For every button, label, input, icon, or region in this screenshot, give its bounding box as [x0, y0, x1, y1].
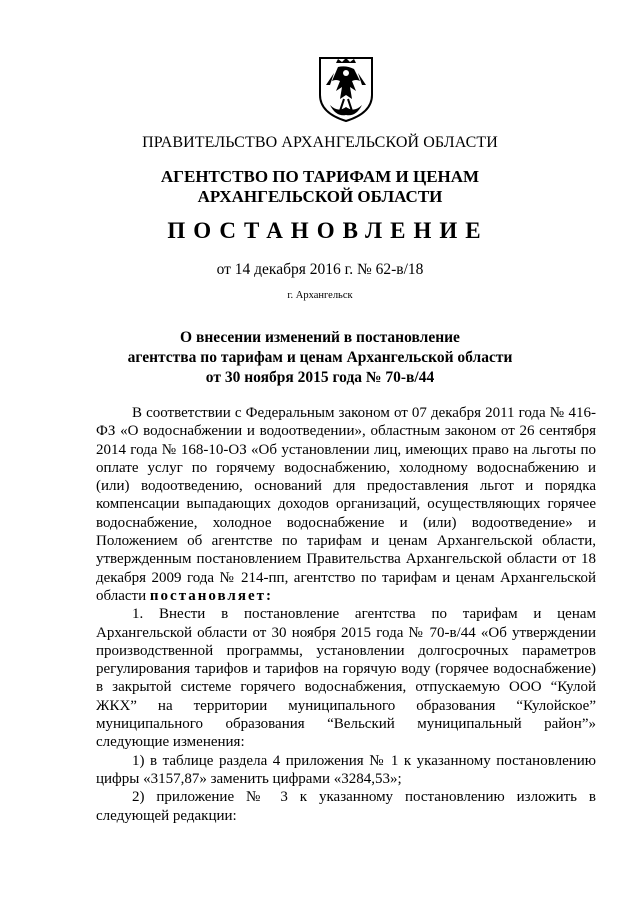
agency-name: [0, 167, 640, 207]
item-1-subitem-1: 1) в таблице раздела 4 приложения № 1 к указанному постановлению цифры «3157,87» заменить цифрами «3284,53»;: [96, 752, 596, 787]
document-title: [0, 328, 640, 388]
agency-name-line-1: АГЕНТСТВО ПО ТАРИФАМ И ЦЕНАМ: [160, 167, 480, 186]
document-date-number: от 14 декабря 2016 г. № 62-в/18: [216, 261, 424, 278]
preamble-paragraph: [96, 404, 596, 605]
title-line-1: О внесении изменений в постановление: [180, 329, 460, 346]
government-name: ПРАВИТЕЛЬСТВО АРХАНГЕЛЬСКОЙ ОБЛАСТИ: [142, 134, 498, 151]
agency-name-line-2: АРХАНГЕЛЬСКОЙ ОБЛАСТИ: [197, 187, 443, 206]
document-body: [96, 404, 596, 825]
title-line-2: агентства по тарифам и ценам Архангельской области: [127, 349, 513, 366]
decree-word: постановляет:: [149, 587, 273, 604]
item-1: 1. Внести в постановление агентства по тарифам и ценам Архангельской области от 30 ноября 2015 года № 70-в/44 «Об утверждении производственной программы, установлении долгосрочных параметров регулирования тарифов и тарифов на горячую воду (горячее водоснабжение) в закрытой системе горячего водоснабжения, отпускаемую ООО “Кулой ЖКХ” на территории муниципального образования “Кулойское” муниципального образования “Вельский муниципальный район”» следующие изменения:: [96, 606, 596, 751]
document-city: г. Архангельск: [287, 290, 353, 301]
coat-of-arms-icon: [316, 55, 376, 123]
document-type: ПОСТАНОВЛЕНИЕ: [167, 218, 489, 243]
item-1-subitem-2: 2) приложение № 3 к указанному постановлению изложить в следующей редакции:: [96, 789, 596, 824]
preamble-text: В соответствии с Федеральным законом от 07 декабря 2011 года № 416-ФЗ «О водоснабжении и водоотведении», областным законом от 26 сентября 2014 года № 168-10-ОЗ «Об установлении лиц, имеющих право на льготы по оплате услуг по горячему водоснабжению, холодному водоснабжению и (или) водоотведению, оснований для предоставления льгот и порядка компенсации выпадающих доходов организаций, осуществляющих горячее водоснабжение, холодное водоснабжение и (или) водоотведение» и Положением об агентстве по тарифам и ценам Архангельской области, утвержденным постановлением Правительства Архангельской области от 18 декабря 2009 года № 214-пп, агентство по тарифам и ценам Архангельской области: [96, 405, 596, 604]
title-line-3: от 30 ноября 2015 года № 70-в/44: [205, 369, 435, 386]
